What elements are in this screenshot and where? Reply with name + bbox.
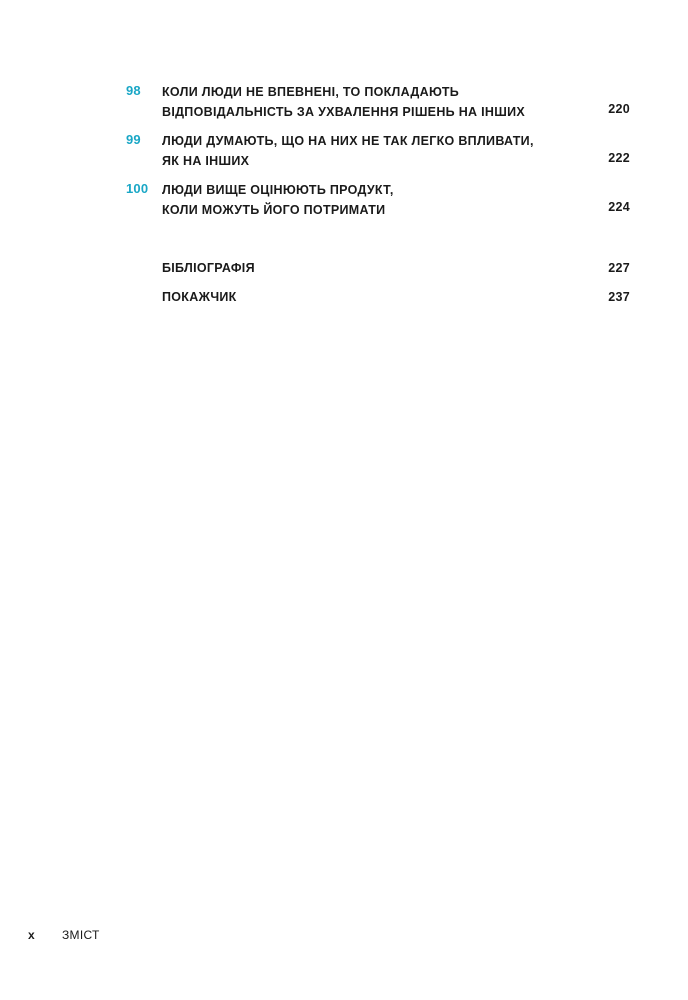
chapter-number: 99 [126,132,141,147]
chapter-title-line: КОЛИ МОЖУТЬ ЙОГО ПОТРИМАТИ [162,203,386,217]
section-title [162,258,582,278]
chapter-number: 98 [126,83,141,98]
chapter-title [162,82,582,122]
section-title-label: ПОКАЖЧИК [162,290,237,304]
page-number: 222 [608,151,630,165]
chapter-title-line: КОЛИ ЛЮДИ НЕ ВПЕВНЕНІ, ТО ПОКЛАДАЮТЬ [162,85,460,99]
chapter-title-line: ЯК НА ІНШИХ [162,154,250,168]
page-number: 224 [608,200,630,214]
chapter-title [162,180,582,220]
running-footer-section: ЗМІСТ [62,928,100,942]
page-number: 237 [608,290,630,304]
page-number: 227 [608,261,630,275]
chapter-title [162,131,582,171]
section-title [162,287,582,307]
section-title-label: БІБЛІОГРАФІЯ [162,261,255,275]
page-marker: x [28,928,35,942]
page-number: 220 [608,102,630,116]
chapter-title-line: ЛЮДИ ДУМАЮТЬ, ЩО НА НИХ НЕ ТАК ЛЕГКО ВПЛИВАТИ, [162,134,534,148]
chapter-number: 100 [126,181,149,196]
chapter-title-line: ЛЮДИ ВИЩЕ ОЦІНЮЮТЬ ПРОДУКТ, [162,183,394,197]
chapter-title-line: ВІДПОВІДАЛЬНІСТЬ ЗА УХВАЛЕННЯ РІШЕНЬ НА ІНШИХ [162,105,526,119]
